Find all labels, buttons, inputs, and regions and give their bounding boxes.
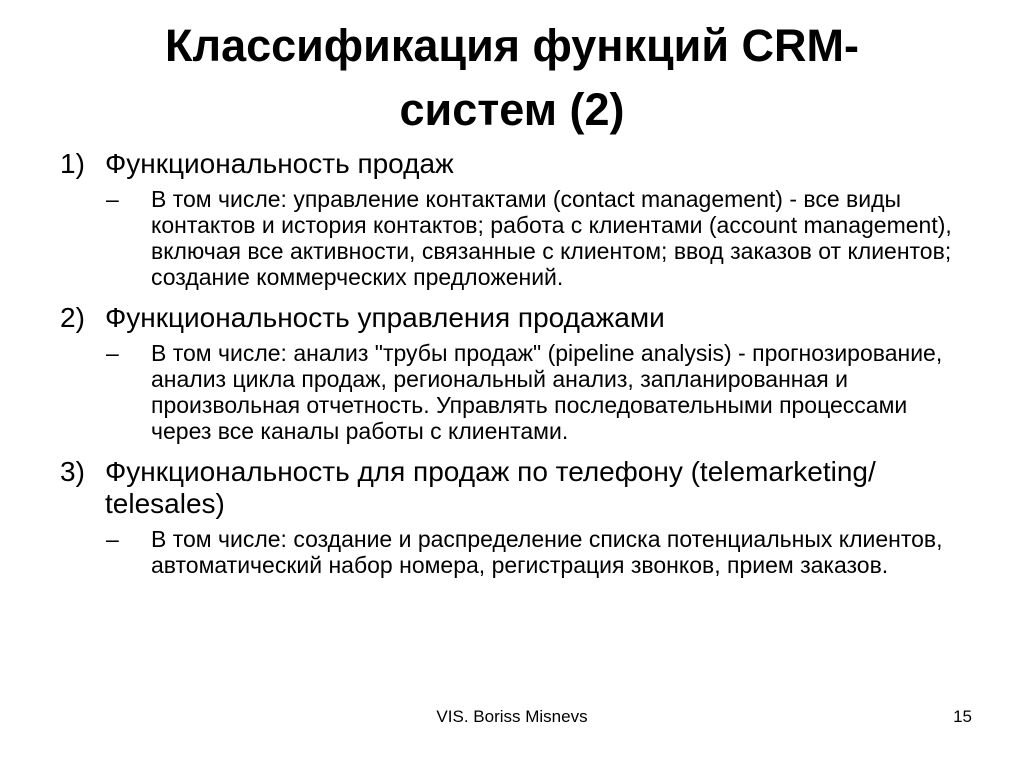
list-item-number: 1) — [60, 148, 85, 179]
list-item-1 — [60, 148, 980, 180]
list-item-text: Функциональность для продаж по телефону (telemarketing/ telesales) — [105, 456, 876, 519]
list-item-number: 3) — [60, 456, 85, 487]
list-item-text: Функциональность продаж — [105, 148, 454, 179]
footer-author: VIS. Boriss Misnevs — [436, 707, 588, 726]
sub-item-3 — [106, 526, 971, 578]
sub-item-2 — [106, 340, 971, 444]
sub-item-text: В том числе: создание и распределение списка потенциальных клиентов, автоматический набор номера, регистрация звонков, прием заказов. — [151, 526, 943, 578]
sub-item-text: В том числе: управление контактами (contact management) - все виды контактов и история контактов; работа с клиентами (account management), включая все активности, связанные с клиентом; ввод заказов от клиентов; создание коммерческих предложений. — [151, 186, 952, 290]
dash-bullet: – — [106, 340, 119, 366]
slide-title-line-2: систем (2) — [399, 84, 625, 135]
list-item-2 — [60, 302, 980, 334]
list-item-text: Функциональность управления продажами — [105, 302, 665, 333]
slide-content — [60, 148, 980, 590]
sub-item-text: В том числе: анализ "трубы продаж" (pipeline analysis) - прогнозирование, анализ цикла продаж, региональный анализ, запланированная и произвольная отчетность. Управлять последовательными процессами через все каналы работы с клиентами. — [151, 340, 943, 444]
dash-bullet: – — [106, 526, 119, 552]
list-item-number: 2) — [60, 302, 85, 333]
sub-item-1 — [106, 186, 971, 290]
dash-bullet: – — [106, 186, 119, 212]
list-item-3 — [60, 456, 980, 520]
page-number: 15 — [953, 707, 972, 726]
slide-title — [0, 14, 1024, 142]
slide-title-line-1: Классификация функций CRM- — [165, 20, 859, 71]
